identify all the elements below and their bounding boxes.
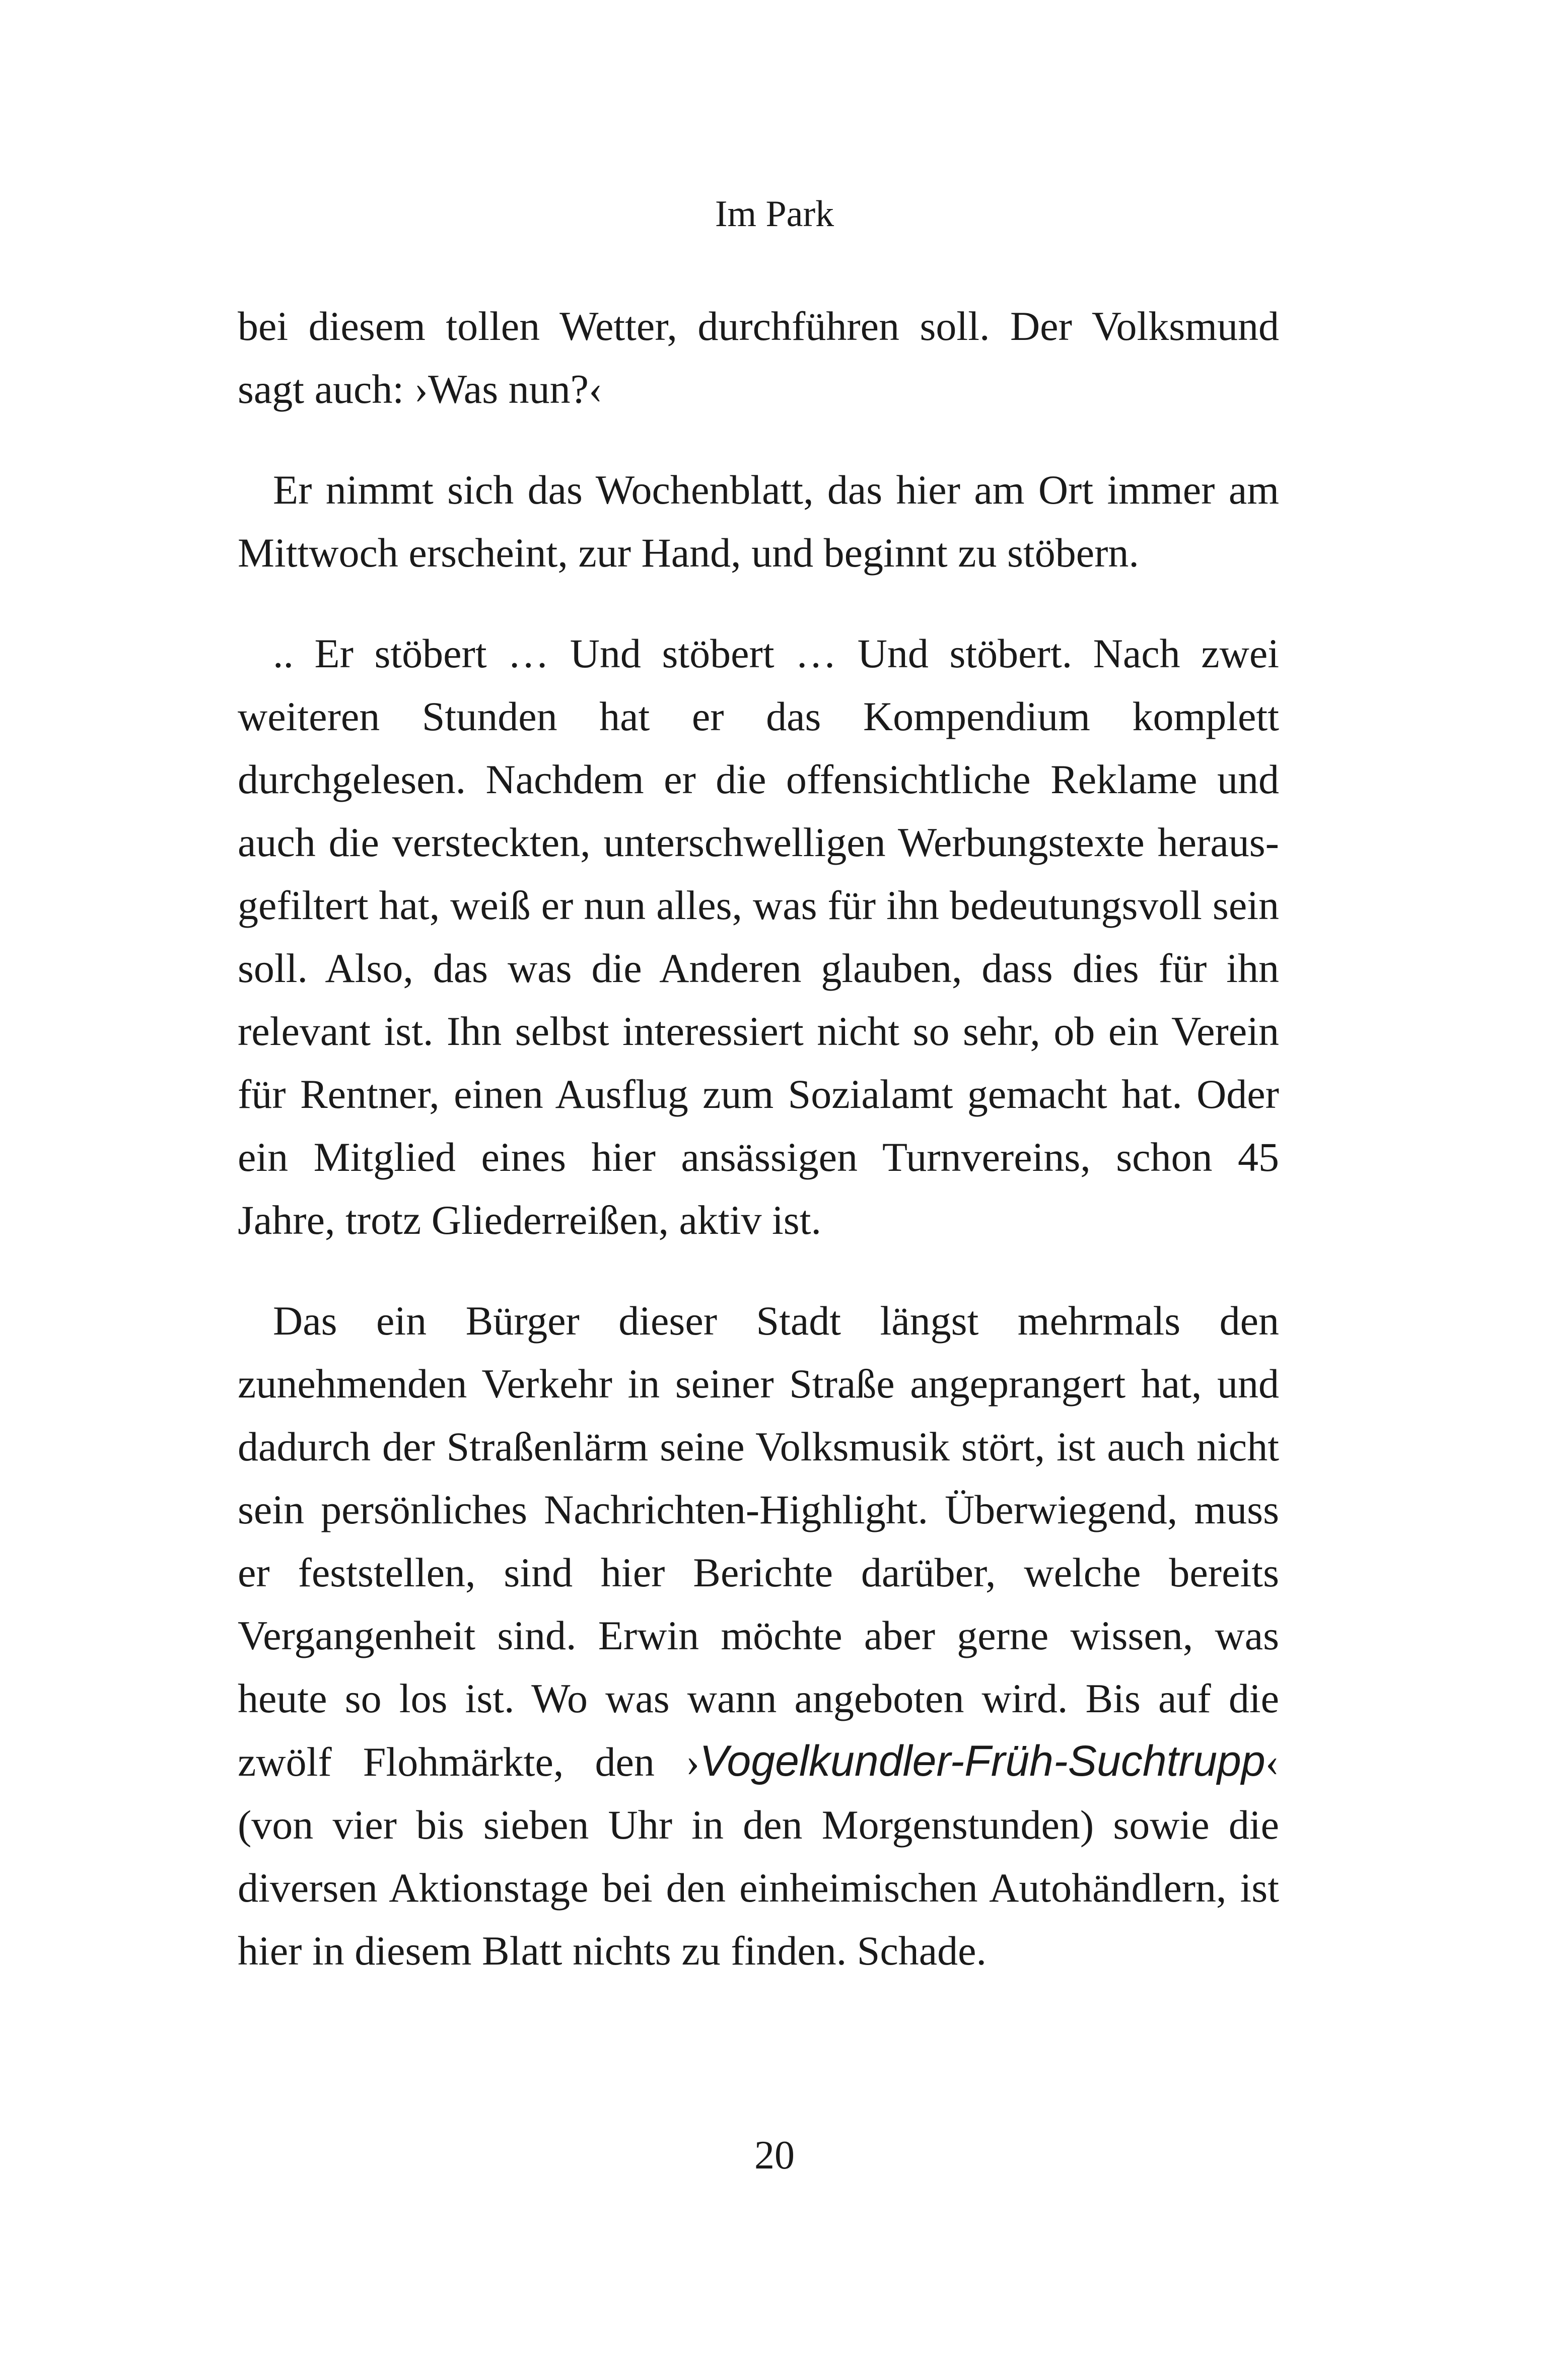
running-header: Im Park xyxy=(715,193,834,235)
page-number: 20 xyxy=(754,2133,795,2178)
paragraph-1: bei diesem tollen Wetter, durchführen soll. Der Volksmund sagt auch: ›Was nun?‹ xyxy=(238,303,1279,412)
paragraph-4-emphasis: Vogelkundler-Früh-Suchtrupp xyxy=(699,1737,1265,1785)
paragraph-3: .. Er stöbert … Und stöbert … Und stöbert. Nach zwei weiteren Stunden hat er das Kompendium komplett durchgelesen. Nachdem er die offensichtliche Reklame und auch die versteckten, unterschwelligen Werbungstexte heraus-gefiltert hat, weiß er nun alles, was für ihn bedeutungsvoll sein soll. Also, das was die Anderen glauben, dass dies für ihn relevant ist. Ihn selbst interessiert nicht so sehr, ob ein Verein für Rentner, einen Ausflug zum Sozialamt gemacht hat. Oder ein Mitglied eines hier ansässigen Turnvereins, schon 45 Jahre, trotz Gliederreißen, aktiv ist. xyxy=(238,631,1279,1243)
paragraph-4 xyxy=(238,1289,1279,1982)
paragraph-4-text-after: ‹ (von vier bis sieben Uhr in den Morgenstunden) sowie die diversen Aktionstage bei den einheimischen Autohändlern, ist hier in diesem Blatt nichts zu finden. Schade. xyxy=(238,1739,1279,1974)
paragraph-4-text-before: Das ein Bürger dieser Stadt längst mehrmals den zunehmenden Verkehr in seiner Straße angeprangert hat, und dadurch der Straßenlärm seine Volksmusik stört, ist auch nicht sein persönliches Nachrichten-Highlight. Überwiegend, muss er feststellen, sind hier Berichte darüber, welche bereits Vergangenheit sind. Erwin möchte aber gerne wissen, was heute so los ist. Wo was wann angeboten wird. Bis auf die zwölf Flohmärkte, den › xyxy=(238,1298,1279,1785)
paragraph-2: Er nimmt sich das Wochenblatt, das hier am Ort immer am Mittwoch erscheint, zur Hand, und beginnt zu stöbern. xyxy=(238,467,1279,576)
text-body xyxy=(238,295,1279,1982)
